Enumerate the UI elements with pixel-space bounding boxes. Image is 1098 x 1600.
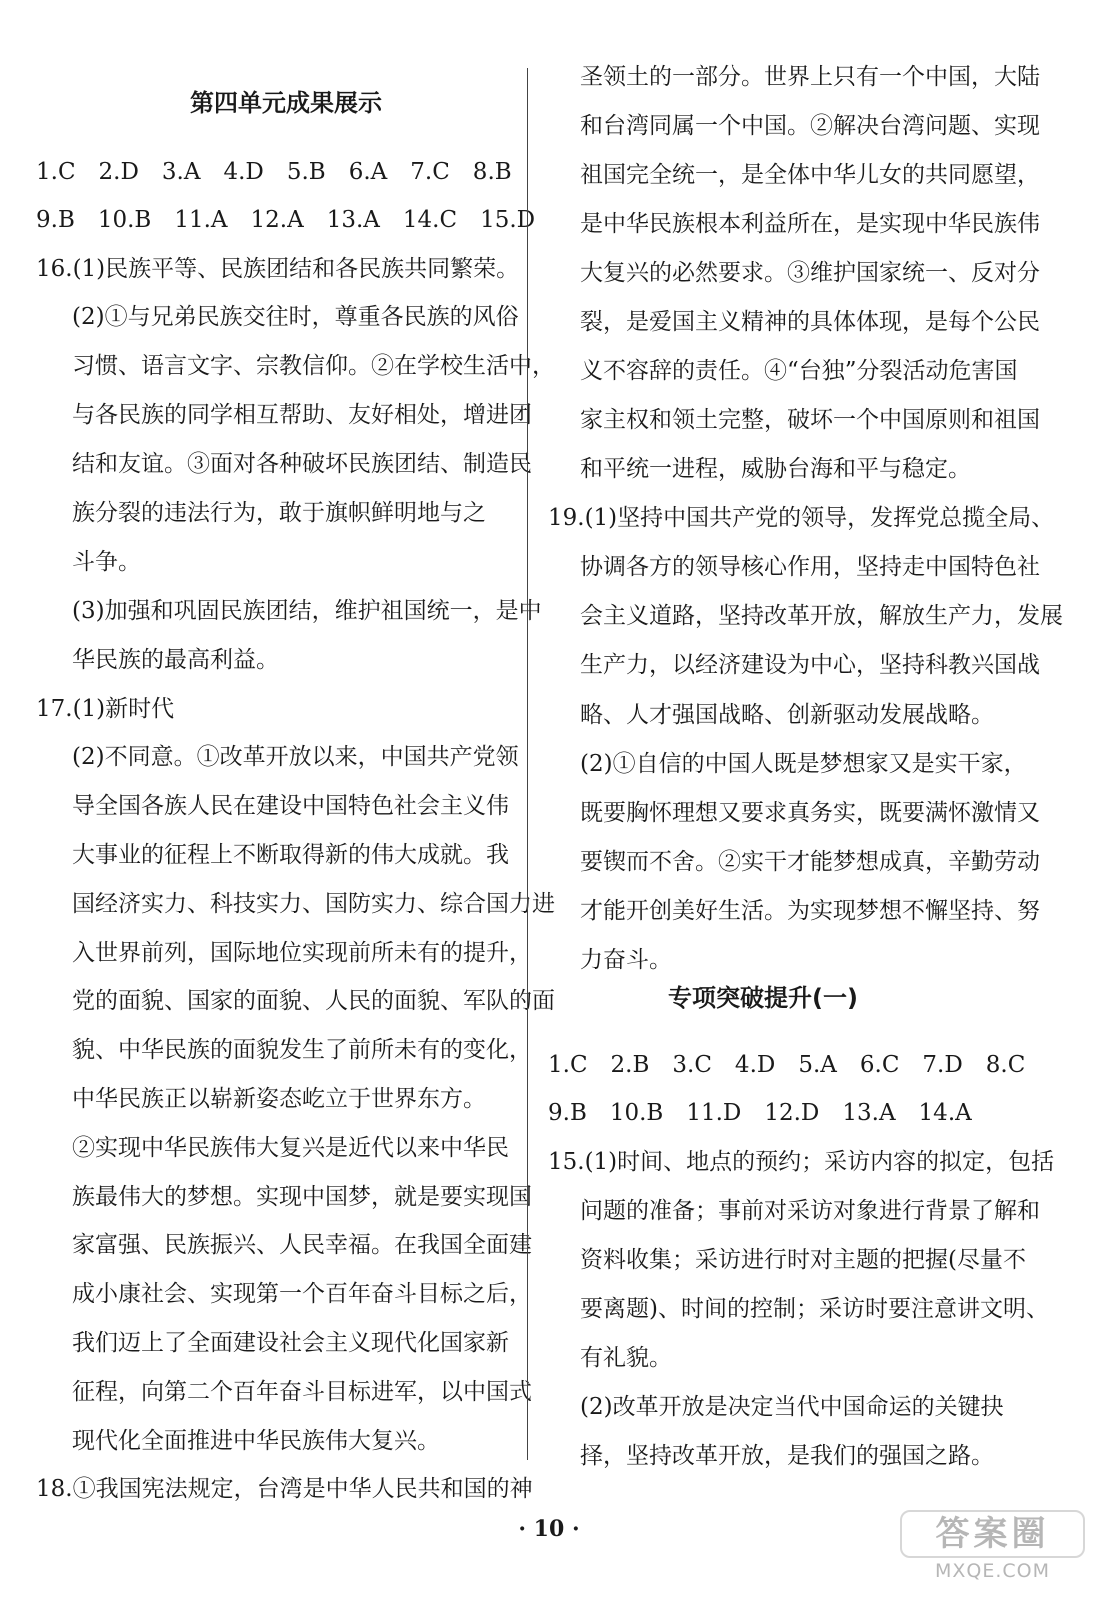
text-line: 1.C 2.B 3.C 4.D 5.A 6.C 7.D 8.C bbox=[548, 1052, 1026, 1078]
text-line: 征程，向第二个百年奋斗目标进军，以中国式 bbox=[72, 1379, 532, 1405]
page-number: · 10 · bbox=[518, 1516, 580, 1542]
text-line: 和台湾同属一个中国。②解决台湾问题、实现 bbox=[580, 113, 1040, 139]
text-line: 择，坚持改革开放，是我们的强国之路。 bbox=[580, 1443, 994, 1469]
text-line: 略、人才强国战略、创新驱动发展战略。 bbox=[580, 702, 994, 728]
text-line: 资料收集；采访进行时对主题的把握(尽量不 bbox=[580, 1247, 1026, 1273]
text-line: (3)加强和巩固民族团结，维护祖国统一，是中 bbox=[72, 598, 542, 624]
text-line: 圣领土的一部分。世界上只有一个中国，大陆 bbox=[580, 64, 1040, 90]
text-line: 家主权和领土完整，破坏一个中国原则和祖国 bbox=[580, 407, 1040, 433]
text-line: 大事业的征程上不断取得新的伟大成就。我 bbox=[72, 842, 509, 868]
text-line: 和平统一进程，威胁台海和平与稳定。 bbox=[580, 456, 971, 482]
text-line: 国经济实力、科技实力、国防实力、综合国力进 bbox=[72, 891, 555, 917]
text-line: 家富强、民族振兴、人民幸福。在我国全面建 bbox=[72, 1232, 532, 1258]
text-line: 族分裂的违法行为，敢于旗帜鲜明地与之 bbox=[72, 500, 486, 526]
column-divider bbox=[527, 68, 528, 1460]
text-line: 入世界前列，国际地位实现前所未有的提升， bbox=[72, 940, 532, 966]
section-title-special-breakthrough: 专项突破提升(一) bbox=[668, 984, 858, 1012]
text-line: 既要胸怀理想又要求真务实，既要满怀激情又 bbox=[580, 800, 1040, 826]
text-line: 貌、中华民族的面貌发生了前所未有的变化， bbox=[72, 1037, 532, 1063]
watermark-url: MXQE.COM bbox=[934, 1560, 1051, 1582]
text-line: 与各民族的同学相互帮助、友好相处，增进团 bbox=[72, 402, 532, 428]
text-line: 我们迈上了全面建设社会主义现代化国家新 bbox=[72, 1330, 509, 1356]
text-line: 是中华民族根本利益所在，是实现中华民族伟 bbox=[580, 211, 1040, 237]
text-line: 15.(1)时间、地点的预约；采访内容的拟定，包括 bbox=[548, 1149, 1055, 1175]
text-line: 党的面貌、国家的面貌、人民的面貌、军队的面 bbox=[72, 988, 555, 1014]
text-line: 19.(1)坚持中国共产党的领导，发挥党总揽全局、 bbox=[548, 505, 1055, 531]
watermark-title: 答案圈 bbox=[900, 1510, 1085, 1558]
text-line: 中华民族正以崭新姿态屹立于世界东方。 bbox=[72, 1086, 486, 1112]
text-line: (2)不同意。①改革开放以来，中国共产党领 bbox=[72, 744, 519, 770]
text-line: 力奋斗。 bbox=[580, 947, 672, 973]
text-line: 现代化全面推进中华民族伟大复兴。 bbox=[72, 1428, 440, 1454]
text-line: 大复兴的必然要求。③维护国家统一、反对分 bbox=[580, 260, 1040, 286]
text-line: (2)改革开放是决定当代中国命运的关键抉 bbox=[580, 1394, 1004, 1420]
text-line: 斗争。 bbox=[72, 549, 141, 575]
text-line: 祖国完全统一，是全体中华儿女的共同愿望， bbox=[580, 162, 1040, 188]
text-line: 要锲而不舍。②实干才能梦想成真，辛勤劳动 bbox=[580, 849, 1040, 875]
watermark-logo bbox=[900, 1510, 1085, 1594]
text-line: 16.(1)民族平等、民族团结和各民族共同繁荣。 bbox=[36, 256, 520, 282]
text-line: 17.(1)新时代 bbox=[36, 696, 175, 722]
text-line: 结和友谊。③面对各种破坏民族团结、制造民 bbox=[72, 451, 532, 477]
text-line: 生产力，以经济建设为中心，坚持科教兴国战 bbox=[580, 652, 1040, 678]
text-line: 会主义道路，坚持改革开放，解放生产力，发展 bbox=[580, 603, 1063, 629]
text-line: 9.B 10.B 11.D 12.D 13.A 14.A bbox=[548, 1100, 972, 1126]
text-line: 要离题)、时间的控制；采访时要注意讲文明、 bbox=[580, 1296, 1049, 1322]
text-line: 裂，是爱国主义精神的具体体现，是每个公民 bbox=[580, 309, 1040, 335]
text-line: (2)①自信的中国人既是梦想家又是实干家， bbox=[580, 751, 1027, 777]
text-line: ②实现中华民族伟大复兴是近代以来中华民 bbox=[72, 1135, 509, 1161]
text-line: 族最伟大的梦想。实现中国梦，就是要实现国 bbox=[72, 1184, 532, 1210]
text-line: 习惯、语言文字、宗教信仰。②在学校生活中， bbox=[72, 353, 555, 379]
text-line: 问题的准备；事前对采访对象进行背景了解和 bbox=[580, 1198, 1040, 1224]
text-line: 有礼貌。 bbox=[580, 1345, 672, 1371]
text-line: 9.B 10.B 11.A 12.A 13.A 14.C 15.D bbox=[36, 207, 536, 233]
text-line: (2)①与兄弟民族交往时，尊重各民族的风俗 bbox=[72, 304, 519, 330]
section-title-unit4: 第四单元成果展示 bbox=[190, 89, 382, 117]
text-line: 义不容辞的责任。④“台独”分裂活动危害国 bbox=[580, 358, 1018, 384]
text-line: 导全国各族人民在建设中国特色社会主义伟 bbox=[72, 793, 509, 819]
text-line: 协调各方的领导核心作用，坚持走中国特色社 bbox=[580, 554, 1040, 580]
text-line: 华民族的最高利益。 bbox=[72, 647, 279, 673]
text-line: 18.①我国宪法规定，台湾是中华人民共和国的神 bbox=[36, 1476, 533, 1502]
text-line: 1.C 2.D 3.A 4.D 5.B 6.A 7.C 8.B bbox=[36, 159, 512, 185]
text-line: 成小康社会、实现第一个百年奋斗目标之后， bbox=[72, 1281, 532, 1307]
text-line: 才能开创美好生活。为实现梦想不懈坚持、努 bbox=[580, 898, 1040, 924]
